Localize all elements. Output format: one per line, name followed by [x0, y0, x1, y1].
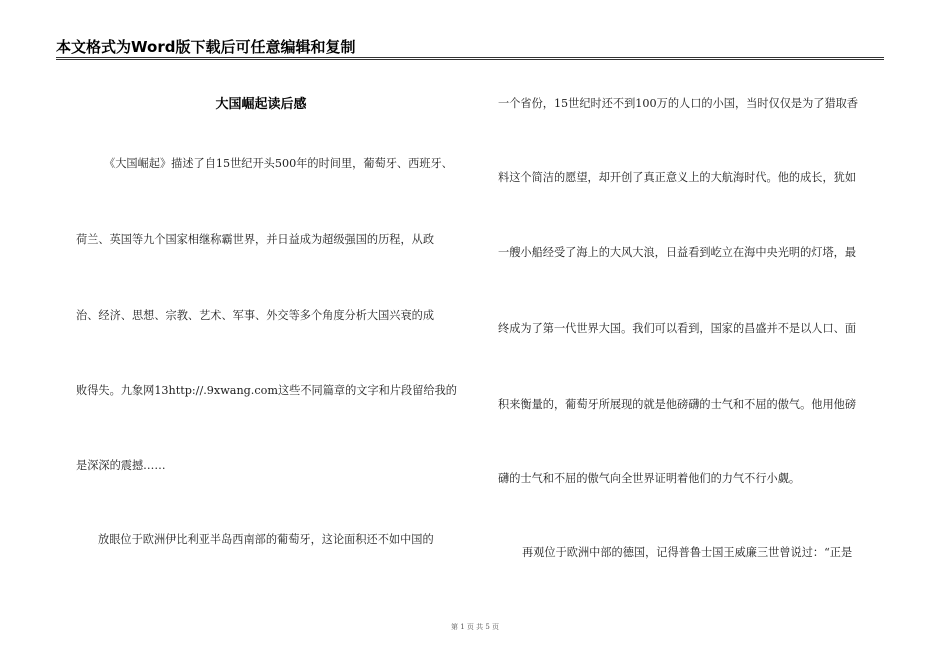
banner-divider: [56, 57, 884, 58]
document-banner: 本文格式为Word版下载后可任意编辑和复制: [56, 38, 356, 56]
left-column: [76, 60, 466, 620]
paragraph-line: 败得失。九象网13http://.9xwang.com这些不同篇章的文字和片段留给我的: [76, 384, 457, 397]
paragraph-line: 治、经济、思想、宗教、艺术、军事、外交等多个角度分析大国兴衰的成: [76, 309, 435, 322]
paragraph-line: 积来衡量的，葡萄牙所展现的就是他磅礴的士气和不屈的傲气。他用他磅: [498, 398, 857, 411]
paragraph-line: 《大国崛起》描述了自15世纪开头500年的时间里，葡萄牙、西班牙、: [104, 157, 453, 170]
paragraph-line: 料这个简洁的愿望，却开创了真正意义上的大航海时代。他的成长，犹如: [498, 171, 857, 184]
paragraph-line: 再观位于欧洲中部的德国，记得普鲁士国王威廉三世曾说过：“正是: [522, 546, 853, 559]
paragraph-line: 是深深的震撼……: [76, 459, 166, 472]
paragraph-line: 礴的士气和不屈的傲气向全世界证明着他们的力气不行小觑。: [498, 472, 801, 485]
paragraph-line: 放眼位于欧洲伊比利亚半岛西南部的葡萄牙，这论面积还不如中国的: [98, 533, 434, 546]
paragraph-line: 一艘小船经受了海上的大风大浪，日益看到屹立在海中央光明的灯塔，最: [498, 246, 857, 259]
page-number: 第 1 页 共 5 页: [450, 623, 500, 631]
right-column: [498, 60, 888, 620]
paragraph-line: 荷兰、英国等九个国家相继称霸世界，并日益成为超级强国的历程，从政: [76, 233, 435, 246]
paragraph-line: 一个省份，15世纪时还不到100万的人口的小国，当时仅仅是为了猎取香: [498, 97, 859, 110]
paragraph-line: 终成为了第一代世界大国。我们可以看到，国家的昌盛并不是以人口、面: [498, 322, 857, 335]
document-title: 大国崛起读后感: [215, 97, 307, 112]
